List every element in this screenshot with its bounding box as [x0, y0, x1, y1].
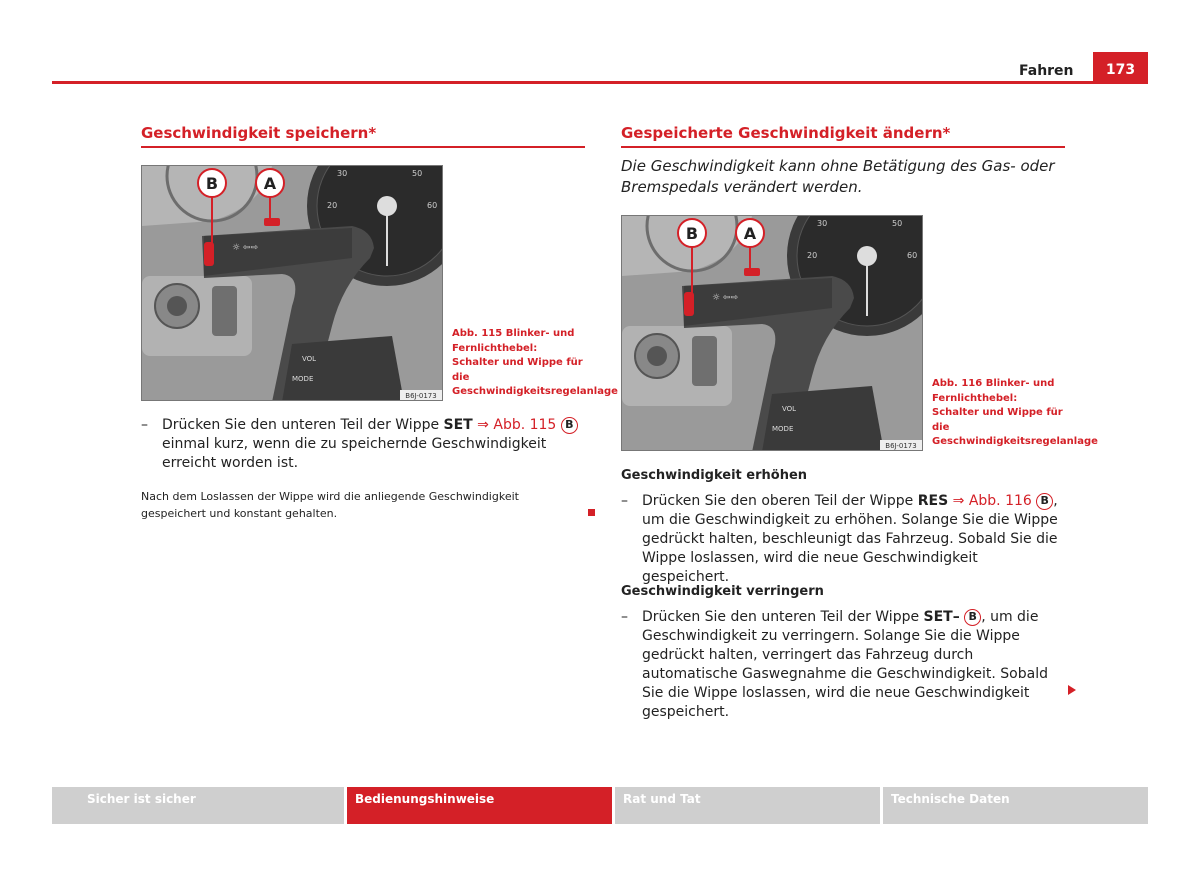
svg-text:MODE: MODE	[292, 375, 314, 383]
instruction-text-post: einmal kurz, wenn die zu speichernde Geschwindigkeit erreicht worden ist.	[162, 436, 547, 471]
instruction-text-pre: Drücken Sie den unteren Teil der Wippe	[642, 609, 924, 625]
circled-label-b: B	[1036, 493, 1053, 510]
figure-reference-link[interactable]: ⇒ Abb. 115	[472, 417, 561, 433]
svg-text:30: 30	[817, 219, 828, 228]
bullet-dash: –	[141, 417, 148, 433]
instruction-increase	[621, 492, 1065, 587]
circled-label-b: B	[964, 609, 981, 626]
left-column	[141, 124, 618, 520]
svg-text:☼ ⇦⇨: ☼ ⇦⇨	[232, 243, 259, 253]
svg-text:20: 20	[327, 201, 338, 210]
subheading-increase: Geschwindigkeit erhöhen	[621, 468, 808, 483]
header-rule	[52, 81, 1148, 84]
svg-text:60: 60	[427, 201, 438, 210]
svg-text:VOL: VOL	[302, 355, 317, 363]
section-end-marker	[588, 509, 595, 516]
instruction-decrease	[621, 608, 1065, 722]
lever-illustration	[622, 216, 923, 451]
figure-label-a: A	[743, 224, 757, 243]
tab-bedienungshinweise[interactable]: Bedienungshinweise	[347, 787, 612, 824]
lever-illustration	[142, 166, 443, 401]
figure-label-b: B	[205, 174, 219, 193]
figure-label-a: A	[263, 174, 277, 193]
right-section-title: Gespeicherte Geschwindigkeit ändern*	[621, 124, 1065, 148]
subheading-decrease: Geschwindigkeit verringern	[621, 584, 824, 599]
left-instruction	[141, 416, 585, 473]
instruction-keyword: RES	[917, 493, 949, 509]
figure-reference-link[interactable]: ⇒ Abb. 116	[948, 493, 1037, 509]
circled-label-b: B	[561, 417, 578, 434]
svg-text:MODE: MODE	[772, 425, 794, 433]
continue-arrow-icon	[1068, 685, 1076, 695]
svg-text:VOL: VOL	[782, 405, 797, 413]
tab-sicher-ist-sicher[interactable]: Sicher ist sicher	[52, 787, 344, 824]
svg-text:30: 30	[337, 169, 348, 178]
svg-text:60: 60	[907, 251, 918, 260]
tab-technische-daten[interactable]: Technische Daten	[883, 787, 1148, 824]
figure-code: B6J-0173	[405, 392, 437, 400]
figure-116-caption: Abb. 116 Blinker- und Fernlichthebel: Schalter und Wippe für die Geschwindigkeitsregelanlage	[932, 378, 1098, 447]
instruction-text-post: , um die Geschwindigkeit zu erhöhen. Solange Sie die Wippe gedrückt halten, beschleunigt das Fahrzeug. Sobald Sie die Wippe loslassen, wird die neue Geschwindigkeit gespeichert.	[642, 493, 1058, 585]
instruction-keyword: SET	[443, 417, 473, 433]
figure-116	[621, 215, 923, 451]
instruction-text-pre: Drücken Sie den unteren Teil der Wippe	[162, 417, 444, 433]
svg-text:20: 20	[807, 251, 818, 260]
tab-rat-und-tat[interactable]: Rat und Tat	[615, 787, 880, 824]
figure-code: B6J-0173	[885, 442, 917, 450]
chapter-navigation	[52, 787, 1148, 824]
figure-115-caption: Abb. 115 Blinker- und Fernlichthebel: Schalter und Wippe für die Geschwindigkeitsregelanlage	[452, 328, 618, 397]
left-section-title: Geschwindigkeit speichern*	[141, 124, 585, 148]
instruction-text-post: , um die Geschwindigkeit zu verringern. Solange Sie die Wippe gedrückt halten, verringert das Fahrzeug durch automatische Gaswegnahme die Geschwindigkeit. Sobald Sie die Wippe loslassen, wird die neue Geschwindigkeit gespeichert.	[642, 609, 1048, 720]
svg-text:☼ ⇦⇨: ☼ ⇦⇨	[712, 293, 739, 303]
running-header-section: Fahren	[1019, 63, 1074, 79]
figure-label-b: B	[685, 224, 699, 243]
page-number: 173	[1093, 52, 1148, 84]
right-intro: Die Geschwindigkeit kann ohne Betätigung des Gas- oder Bremspedals verändert werden.	[621, 157, 1055, 196]
left-note: Nach dem Loslassen der Wippe wird die anliegende Geschwindigkeit gespeichert und konstant gehalten.	[141, 490, 519, 520]
figure-115	[141, 165, 443, 401]
instruction-text-pre: Drücken Sie den oberen Teil der Wippe	[642, 493, 918, 509]
svg-text:50: 50	[892, 219, 903, 228]
svg-text:50: 50	[412, 169, 423, 178]
bullet-dash: –	[621, 609, 628, 625]
right-column	[621, 124, 1098, 720]
bullet-dash: –	[621, 493, 628, 509]
instruction-keyword: SET–	[923, 609, 960, 625]
